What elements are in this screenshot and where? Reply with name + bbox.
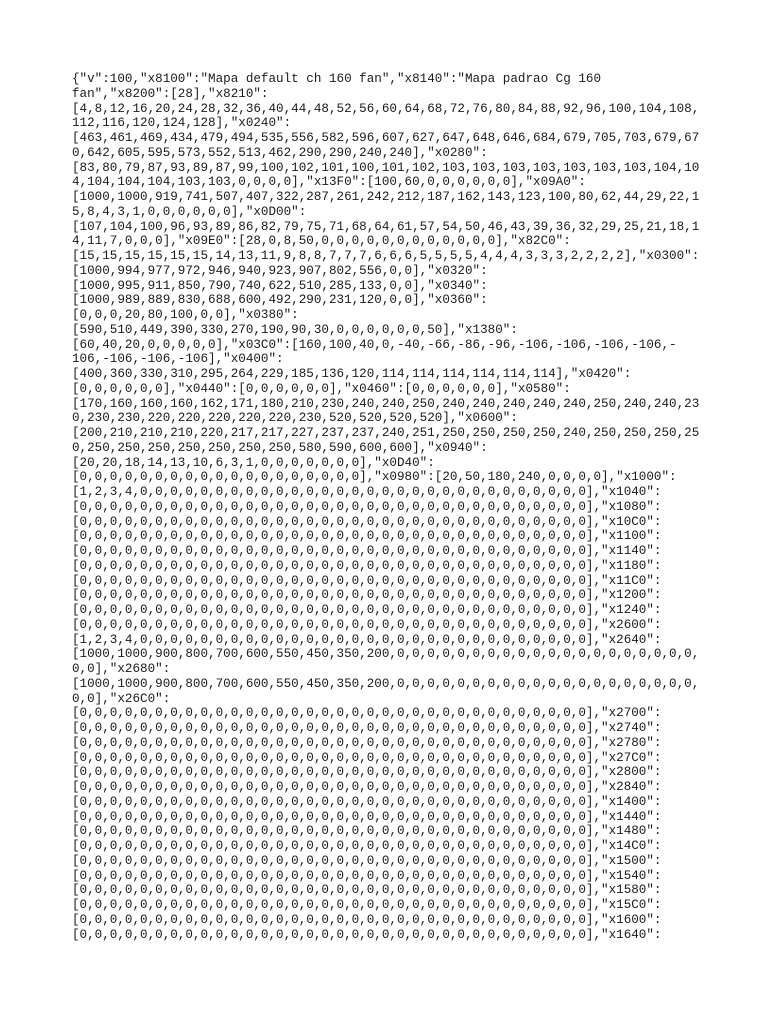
document-text-line: [0,0,0,0,0,0,0,0,0,0,0,0,0,0,0,0,0,0,0,0,0,0,0,0,0,0,0,0,0,0,0,0,0,0],"x1480":	[72, 824, 662, 839]
document-text-line: 0,230,230,220,220,220,220,220,230,520,520,520,520],"x0600":	[72, 411, 518, 426]
document-text-line: [0,0,0,0,0,0,0,0,0,0,0,0,0,0,0,0,0,0,0,0,0,0,0,0,0,0,0,0,0,0,0,0,0,0],"x2740":	[72, 721, 662, 735]
document-text-line: 0,0],"x26C0":	[72, 691, 171, 706]
document-text-line: [60,40,20,0,0,0,0,0],"x03C0":[160,100,40,0,-40,-66,-86,-96,-106,-106,-106,-106,-	[72, 337, 677, 352]
document-text-line: [170,160,160,160,162,171,180,210,230,240,240,250,240,240,240,240,240,250,240,240,23	[72, 396, 700, 411]
document-text-line: 106,-106,-106,-106],"x0400":	[72, 352, 284, 367]
document-text-line: [0,0,0,0,0,0,0,0,0,0,0,0,0,0,0,0,0,0,0,0,0,0,0,0,0,0,0,0,0,0,0,0,0,0],"x1600":	[72, 912, 662, 927]
document-text-line: [0,0,0,0,0,0,0,0,0,0,0,0,0,0,0,0,0,0,0,0,0,0,0,0,0,0,0,0,0,0,0,0,0,0],"x11C0":	[72, 573, 662, 588]
document-text-line: [0,0,0,0,0,0,0,0,0,0,0,0,0,0,0,0,0,0,0,0,0,0,0,0,0,0,0,0,0,0,0,0,0,0],"x15C0":	[72, 898, 662, 912]
document-text-line: 112,116,120,124,128],"x0240":	[72, 116, 292, 131]
document-text-line: [0,0,0,0,0,0,0,0,0,0,0,0,0,0,0,0,0,0,0,0,0,0,0,0,0,0,0,0,0,0,0,0,0,0],"x27C0":	[72, 750, 662, 765]
document-text-line: [0,0,0,0,0,0,0,0,0,0,0,0,0,0,0,0,0,0,0,0,0,0,0,0,0,0,0,0,0,0,0,0,0,0],"x1500":	[72, 853, 662, 868]
document-text-line: [0,0,0,0,0,0,0,0,0,0,0,0,0,0,0,0,0,0,0,0,0,0,0,0,0,0,0,0,0,0,0,0,0,0],"x2840":	[72, 780, 662, 794]
document-text-line: [0,0,0,0,0,0,0,0,0,0,0,0,0,0,0,0,0,0,0,0,0,0,0,0,0,0,0,0,0,0,0,0,0,0],"x1400":	[72, 794, 662, 809]
document-text-line: [1000,1000,900,800,700,600,550,450,350,200,0,0,0,0,0,0,0,0,0,0,0,0,0,0,0,0,0,0,0,0,	[72, 647, 700, 662]
document-text-line: [0,0,0,0,0,0,0,0,0,0,0,0,0,0,0,0,0,0,0,0,0,0,0,0,0,0,0,0,0,0,0,0,0,0],"x1180":	[72, 558, 662, 573]
document-text-line: [0,0,0,0,0,0,0,0,0,0,0,0,0,0,0,0,0,0,0],"x0980":[20,50,180,240,0,0,0,0],"x1000":	[72, 470, 677, 485]
document-text-line: [0,0,0,0,0,0,0,0,0,0,0,0,0,0,0,0,0,0,0,0,0,0,0,0,0,0,0,0,0,0,0,0,0,0],"x1240":	[72, 603, 662, 617]
document-text-line: [0,0,0,0,0,0],"x0440":[0,0,0,0,0,0],"x0460":[0,0,0,0,0,0],"x0580":	[72, 381, 571, 396]
document-text-line: [0,0,0,0,0,0,0,0,0,0,0,0,0,0,0,0,0,0,0,0,0,0,0,0,0,0,0,0,0,0,0,0,0,0],"x2700":	[72, 706, 662, 721]
document-text-line: {"v":100,"x8100":"Mapa default ch 160 fan","x8140":"Mapa padrao Cg 160	[72, 72, 602, 86]
document-text-line: [0,0,0,0,0,0,0,0,0,0,0,0,0,0,0,0,0,0,0,0,0,0,0,0,0,0,0,0,0,0,0,0,0,0],"x1080":	[72, 499, 662, 514]
document-text-line: [83,80,79,87,93,89,87,99,100,102,101,100,101,102,103,103,103,103,103,103,103,104,10	[72, 160, 700, 175]
document-text-line: [0,0,0,0,0,0,0,0,0,0,0,0,0,0,0,0,0,0,0,0,0,0,0,0,0,0,0,0,0,0,0,0,0,0],"x1140":	[72, 544, 662, 558]
document-text-line: [200,210,210,210,220,217,217,227,237,237,240,251,250,250,250,250,240,250,250,250,25	[72, 426, 700, 440]
document-text-line: [107,104,100,96,93,89,86,82,79,75,71,68,64,61,57,54,50,46,43,39,36,32,29,25,21,18,1	[72, 219, 700, 234]
document-text-line: [0,0,0,0,0,0,0,0,0,0,0,0,0,0,0,0,0,0,0,0,0,0,0,0,0,0,0,0,0,0,0,0,0,0],"x10C0":	[72, 514, 662, 529]
document-text-line: 0,642,605,595,573,552,513,462,290,290,240,240],"x0280":	[72, 145, 488, 160]
document-text-line: [15,15,15,15,15,15,14,13,11,9,8,8,7,7,7,6,6,6,5,5,5,5,4,4,4,3,3,3,2,2,2,2],"x0300":	[72, 249, 700, 263]
document-text-line: [0,0,0,0,0,0,0,0,0,0,0,0,0,0,0,0,0,0,0,0,0,0,0,0,0,0,0,0,0,0,0,0,0,0],"x2780":	[72, 735, 662, 750]
document-text-line: [1000,995,911,850,790,740,622,510,285,133,0,0],"x0340":	[72, 278, 488, 293]
document-text-line: [0,0,0,0,0,0,0,0,0,0,0,0,0,0,0,0,0,0,0,0,0,0,0,0,0,0,0,0,0,0,0,0,0,0],"x1540":	[72, 868, 662, 883]
document-text-line: [0,0,0,0,0,0,0,0,0,0,0,0,0,0,0,0,0,0,0,0,0,0,0,0,0,0,0,0,0,0,0,0,0,0],"x1100":	[72, 529, 662, 544]
document-text-line: [1000,1000,919,741,507,407,322,287,261,242,212,187,162,143,123,100,80,62,44,29,22,1	[72, 190, 700, 204]
document-text-body	[72, 72, 702, 942]
document-text-line: [1000,994,977,972,946,940,923,907,802,556,0,0],"x0320":	[72, 263, 488, 278]
document-text-line: [0,0,0,0,0,0,0,0,0,0,0,0,0,0,0,0,0,0,0,0,0,0,0,0,0,0,0,0,0,0,0,0,0,0],"x14C0":	[72, 839, 662, 853]
document-text-line: fan","x8200":[28],"x8210":	[72, 86, 269, 101]
document-text-line: [4,8,12,16,20,24,28,32,36,40,44,48,52,56,60,64,68,72,76,80,84,88,92,96,100,104,108,	[72, 101, 700, 116]
document-text-line: [400,360,330,310,295,264,229,185,136,120,114,114,114,114,114,114],"x0420":	[72, 367, 632, 381]
document-text-line: [0,0,0,0,0,0,0,0,0,0,0,0,0,0,0,0,0,0,0,0,0,0,0,0,0,0,0,0,0,0,0,0,0,0],"x1640":	[72, 927, 662, 942]
document-text-line: [1,2,3,4,0,0,0,0,0,0,0,0,0,0,0,0,0,0,0,0,0,0,0,0,0,0,0,0,0,0,0,0,0,0],"x1040":	[72, 485, 662, 499]
document-text-line: [0,0,0,0,0,0,0,0,0,0,0,0,0,0,0,0,0,0,0,0,0,0,0,0,0,0,0,0,0,0,0,0,0,0],"x1580":	[72, 883, 662, 898]
document-text-line: [0,0,0,0,0,0,0,0,0,0,0,0,0,0,0,0,0,0,0,0,0,0,0,0,0,0,0,0,0,0,0,0,0,0],"x2800":	[72, 765, 662, 780]
document-text-line: [0,0,0,0,0,0,0,0,0,0,0,0,0,0,0,0,0,0,0,0,0,0,0,0,0,0,0,0,0,0,0,0,0,0],"x1200":	[72, 588, 662, 603]
document-text-line: [1000,989,889,830,688,600,492,290,231,120,0,0],"x0360":	[72, 293, 488, 308]
document-text-line: 0,0],"x2680":	[72, 662, 171, 676]
document-text-line: [1000,1000,900,800,700,600,550,450,350,200,0,0,0,0,0,0,0,0,0,0,0,0,0,0,0,0,0,0,0,0,	[72, 676, 700, 691]
document-text-line: [463,461,469,434,479,494,535,556,582,596,607,627,647,648,646,684,679,705,703,679,67	[72, 131, 700, 145]
document-text-line: [590,510,449,390,330,270,190,90,30,0,0,0,0,0,0,50],"x1380":	[72, 322, 518, 337]
document-text-line: [0,0,0,20,80,100,0,0],"x0380":	[72, 308, 299, 322]
document-text-line: 4,104,104,104,103,103,0,0,0,0],"x13F0":[100,60,0,0,0,0,0,0],"x09A0":	[72, 175, 586, 190]
document-text-line: 4,11,7,0,0,0],"x09E0":[28,0,8,50,0,0,0,0,0,0,0,0,0,0,0,0],"x82C0":	[72, 234, 571, 249]
document-text-line: 5,8,4,3,1,0,0,0,0,0,0],"x0D00":	[72, 204, 307, 219]
document-text-line: [1,2,3,4,0,0,0,0,0,0,0,0,0,0,0,0,0,0,0,0,0,0,0,0,0,0,0,0,0,0,0,0,0,0],"x2640":	[72, 632, 662, 647]
document-text-line: [20,20,18,14,13,10,6,3,1,0,0,0,0,0,0,0],"x0D40":	[72, 455, 435, 470]
document-text-line: [0,0,0,0,0,0,0,0,0,0,0,0,0,0,0,0,0,0,0,0,0,0,0,0,0,0,0,0,0,0,0,0,0,0],"x1440":	[72, 809, 662, 824]
document-text-line: [0,0,0,0,0,0,0,0,0,0,0,0,0,0,0,0,0,0,0,0,0,0,0,0,0,0,0,0,0,0,0,0,0,0],"x2600":	[72, 617, 662, 632]
document-text-line: 0,250,250,250,250,250,250,250,580,590,600,600],"x0940":	[72, 440, 488, 455]
